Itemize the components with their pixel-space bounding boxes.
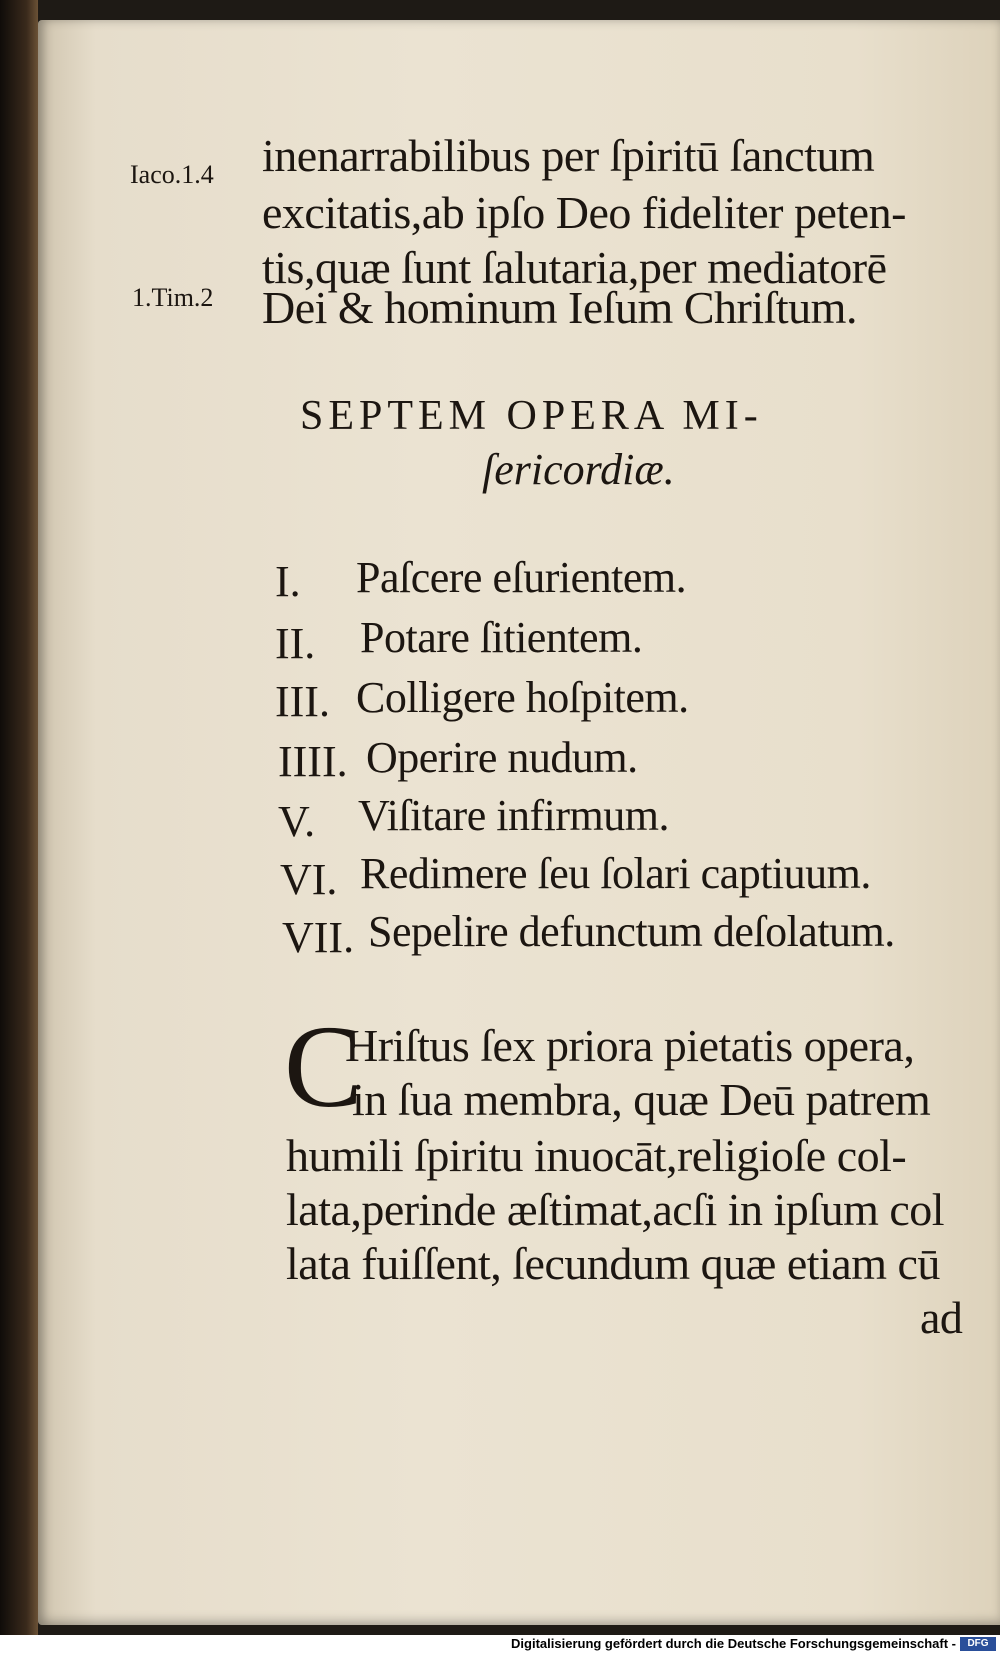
body-text-line: Dei & hominum Ieſum Chriſtum. bbox=[262, 282, 857, 333]
margin-note: 1.Tim.2 bbox=[132, 283, 214, 312]
body-text-line: tis,quæ ſunt ſalutaria,per mediatorē bbox=[262, 242, 887, 293]
footer-credit: Digitalisierung gefördert durch die Deutsche Forschungsgemeinschaft - bbox=[511, 1636, 956, 1651]
list-item-number: V. bbox=[278, 797, 316, 846]
list-item-text: Redimere ſeu ſolari captiuum. bbox=[360, 849, 871, 898]
paragraph-line: in ſua membra, quæ Deū patrem bbox=[352, 1074, 931, 1125]
body-text-line: inenarrabilibus per ſpiritū ſanctum bbox=[262, 130, 875, 181]
list-item-number: I. bbox=[275, 557, 301, 606]
catchword: ad bbox=[920, 1292, 963, 1343]
list-item-text: Potare ſitientem. bbox=[360, 613, 643, 662]
list-item-number: VII. bbox=[282, 913, 355, 962]
list-item-text: Sepelire defunctum deſolatum. bbox=[368, 907, 895, 956]
drop-capital: C bbox=[284, 1001, 363, 1132]
paragraph-line: lata fuiſſent, ſecundum quæ etiam cū bbox=[286, 1238, 940, 1289]
list-item-text: Operire nudum. bbox=[366, 733, 638, 782]
list-item-number: II. bbox=[275, 619, 316, 668]
section-heading: SEPTEM OPERA MI- bbox=[300, 393, 763, 439]
dfg-logo: DFG bbox=[960, 1637, 996, 1651]
body-text-line: excitatis,ab ipſo Deo fideliter peten- bbox=[262, 187, 906, 238]
paragraph-line: lata,perinde æſtimat,acſi in ipſum col bbox=[286, 1184, 945, 1235]
book-spine-shadow bbox=[0, 0, 38, 1653]
list-item-number: III. bbox=[275, 677, 330, 726]
list-item-text: Paſcere eſurientem. bbox=[356, 553, 687, 602]
list-item-text: Viſitare infirmum. bbox=[358, 791, 669, 840]
margin-note: Iaco.1.4 bbox=[130, 160, 214, 189]
section-subheading: ſericordiæ. bbox=[482, 445, 675, 494]
paragraph-line: Hriſtus ſex priora pietatis opera, bbox=[345, 1020, 915, 1071]
list-item-number: VI. bbox=[280, 855, 338, 904]
paragraph-line: humili ſpiritu inuocāt,religioſe col- bbox=[286, 1130, 907, 1181]
list-item-number: IIII. bbox=[278, 737, 348, 786]
list-item-text: Colligere hoſpitem. bbox=[356, 673, 689, 722]
